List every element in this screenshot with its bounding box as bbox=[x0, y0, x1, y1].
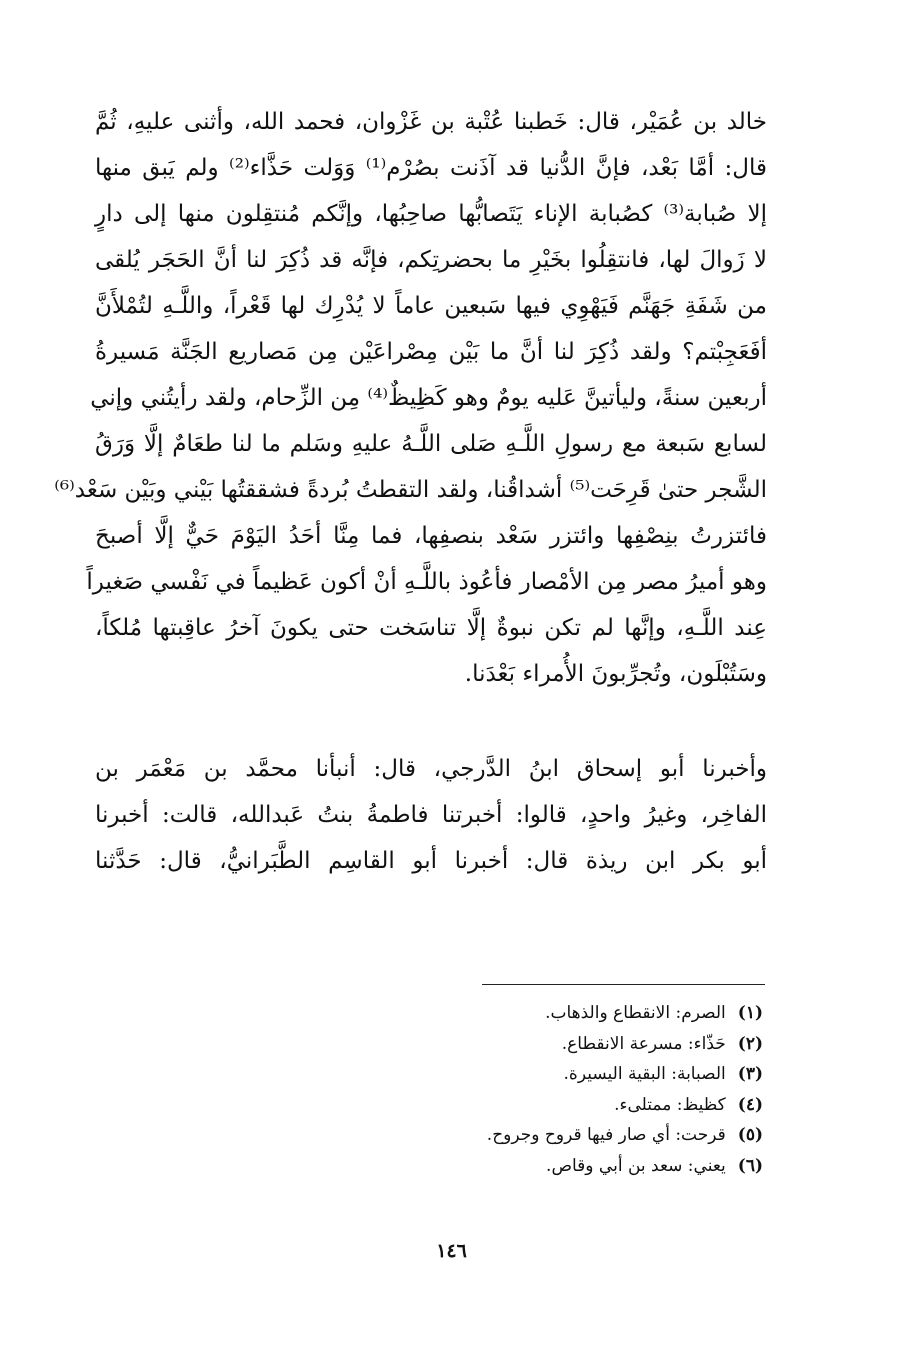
footnote-number: (١) bbox=[737, 1003, 763, 1023]
footnote-number: (٣) bbox=[737, 1064, 763, 1084]
text-line: وسَتُبْلَون، وتُجرِّبونَ الأُمراء بَعْدَنا. bbox=[464, 661, 767, 687]
footnote-number: (٢) bbox=[737, 1033, 763, 1054]
text-line: وأخبرنا أبو إسحاق ابنُ الدَّرجي، قال: أنبأنا محمَّد بن مَعْمَر بن bbox=[95, 756, 767, 782]
text-line: عِند اللَّـهِ، وإنَّها لم تكن نبوةٌ إلَّا تناسَخت حتى يكونَ آخرُ عاقِبتها مُلكاً، bbox=[95, 615, 767, 641]
text-line: الفاخِر، وغيرُ واحدٍ، قالوا: أخبرتنا فاطمةُ بنتُ عَبدالله، قالت: أخبرنا bbox=[95, 802, 767, 828]
text-line: أبو بكر ابن ريذة قال: أخبرنا أبو القاسِم الطَّبَرانيُّ، قال: حَدَّثنا bbox=[95, 848, 767, 874]
footnote-item bbox=[363, 1151, 763, 1182]
footnote-text: الصرم: الانقطاع والذهاب. bbox=[545, 1003, 726, 1023]
footnote-text: حَذّاء: مسرعة الانقطاع. bbox=[561, 1033, 726, 1054]
text-line: أفَعَجِبْتم؟ ولقد ذُكِرَ لنا أنَّ ما بَيْن مِصْراعَيْن مِن مَصاريع الجَنَّة مَسيرةُ bbox=[95, 339, 767, 365]
footnote-number: (٦) bbox=[737, 1155, 763, 1176]
footnote-number: (٤) bbox=[737, 1094, 763, 1115]
text-line: خالد بن عُمَيْر، قال: خَطبنا عُتْبة بن غَزْوان، فحمد الله، وأثنى عليهِ، ثُمَّ bbox=[95, 109, 767, 135]
main-paragraph-1 bbox=[54, 99, 767, 697]
text-line: من شَفَةِ جَهَنَّم فَيَهْوِي فيها سَبعين عاماً لا يُدْرِك لها قَعْراً، واللَّـهِ لتُمْلأَنَّ bbox=[95, 293, 767, 319]
text-line: لسابع سَبعة مع رسولِ اللَّـهِ صَلى اللَّـهُ عليهِ وسَلم ما لنا طعَامٌ إلَّا وَرَقُ bbox=[95, 431, 767, 457]
text-line: وهو أميرُ مصر مِن الأمْصار فأعُوذ باللَّـهِ أنْ أكون عَظيماً في نَفْسي صَغيراً bbox=[86, 569, 767, 595]
main-paragraph-2 bbox=[95, 746, 767, 884]
footnote-text: كظيظ: ممتلىء. bbox=[614, 1094, 726, 1115]
footnote-item bbox=[363, 998, 763, 1029]
footnote-item bbox=[363, 1120, 763, 1151]
footnote-item bbox=[363, 1059, 763, 1090]
text-line: أربعين سنةً، وليأتينَّ عَليه يومٌ وهو كَظِيظٌ⁽⁴⁾ مِن الزِّحام، ولقد رأيتُني وإني bbox=[90, 385, 767, 411]
text-line: الشَّجر حتىٰ قَرِحَت⁽⁵⁾ أشداقُنا، ولقد التقطتُ بُردةً فشققتُها بَيْني وبَيْن سَعْد⁽⁶⁾ bbox=[54, 477, 767, 503]
text-line: إلا صُبابة⁽³⁾ كصُبابة الإناء يَتَصابُّها صاحِبُها، وإنَّكم مُنتقِلون منها إلى دارٍ bbox=[95, 201, 767, 227]
footnotes bbox=[363, 998, 763, 1181]
footnote-item bbox=[363, 1029, 763, 1060]
page-number: ١٤٦ bbox=[436, 1240, 467, 1262]
footnote-divider bbox=[482, 984, 765, 985]
text-line: قال: أمَّا بَعْد، فإنَّ الدُّنيا قد آذَنت بصُرْم⁽¹⁾ وَوَلت حَذَّاء⁽²⁾ ولم يَبق منها bbox=[95, 155, 767, 181]
footnote-text: الصبابة: البقية اليسيرة. bbox=[563, 1064, 726, 1084]
footnote-item bbox=[363, 1090, 763, 1121]
text-line: لا زَوالَ لها، فانتقِلُوا بخَيْرِ ما بحضرتِكم، فإنَّه قد ذُكِرَ لنا أنَّ الحَجَر يُلقى bbox=[95, 247, 767, 273]
footnote-text: قرحت: أي صار فيها قروح وجروح. bbox=[486, 1125, 726, 1145]
text-line: فائتزرتُ بنِصْفِها وائتزر سَعْد بنصفِها، فما مِنَّا أحَدُ اليَوْمَ حَيٌّ إلَّا أصبحَ bbox=[95, 523, 767, 549]
footnote-number: (٥) bbox=[737, 1125, 763, 1145]
footnote-text: يعني: سعد بن أبي وقاص. bbox=[546, 1155, 726, 1176]
